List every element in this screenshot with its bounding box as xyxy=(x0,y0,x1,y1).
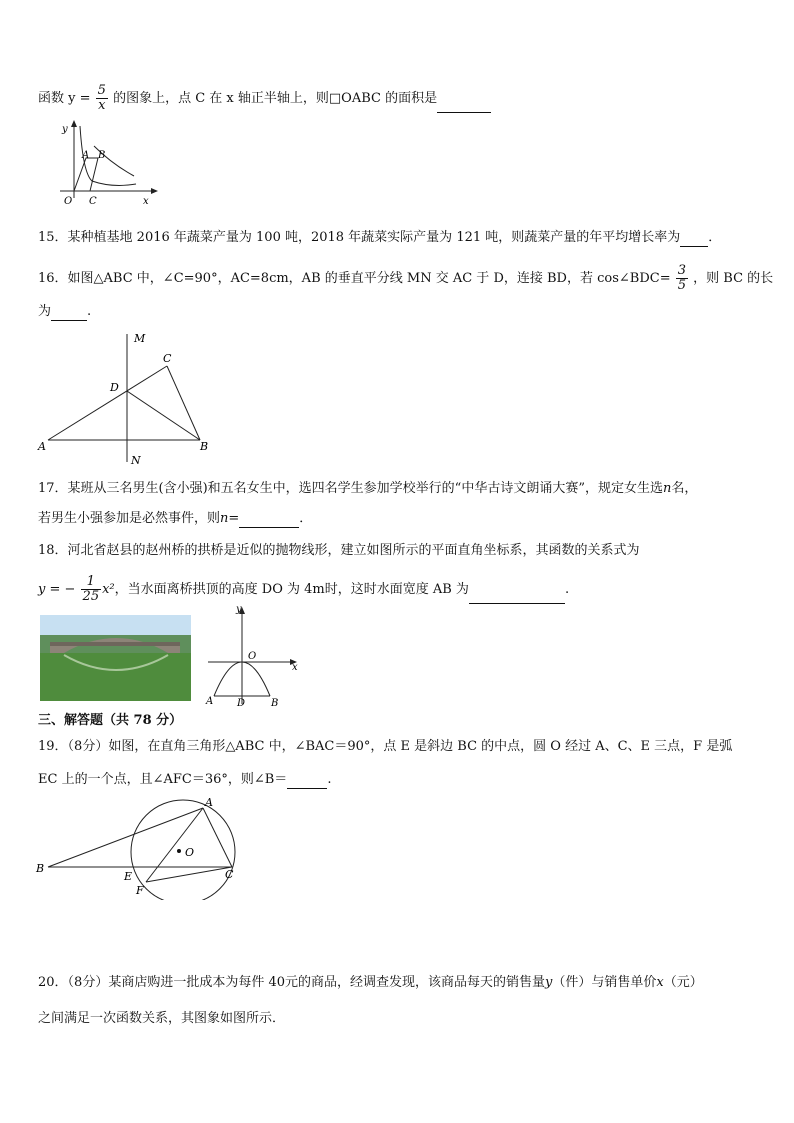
q14-text: 函数 y = $\frac{5}{x}$ 的图象上，点 C 在 x 轴正半轴上，则□OABC 的面积是 xyxy=(38,84,491,113)
q18-fraction: $\frac{1}{25}$ xyxy=(82,574,100,604)
answer-blank xyxy=(287,774,327,789)
center-o-point xyxy=(177,849,181,853)
q19-text-line2: EC 上的一个点，且∠AFC＝36°，则∠B＝ . xyxy=(38,772,332,787)
q15-text: 15．某种植基地 2016 年蔬菜产量为 100 吨，2018 年蔬菜实际产量为 121 吨，则蔬菜产量的年平均增长率为 ． xyxy=(38,230,722,245)
svg-text:C: C xyxy=(225,868,234,881)
q18-text-line1: 18．河北省赵县的赵州桥的拱桥是近似的抛物线形，建立如图所示的平面直角坐标系，其函数的关系式为 xyxy=(38,543,640,558)
svg-text:B: B xyxy=(98,150,106,161)
answer-blank xyxy=(437,98,491,113)
answer-blank xyxy=(469,589,565,604)
svg-text:B: B xyxy=(200,440,209,453)
svg-text:A: A xyxy=(38,440,46,453)
q18-text-line2: y = − $\frac{1}{25}$ x²，当水面离桥拱顶的高度 DO 为 4m时，这时水面宽度 AB 为 . xyxy=(38,574,570,604)
svg-text:M: M xyxy=(134,332,146,345)
q19-text-line1: 19．（8分）如图，在直角三角形△ABC 中，∠BAC＝90°，点 E 是斜边 BC 的中点，圆 O 经过 A、C、E 三点，F 是弧 xyxy=(38,739,733,754)
q17-text-line1: 17．某班从三名男生(含小强)和五名女生中，选四名学生参加学校举行的“中华古诗文朗诵大赛”，规定女生选n名， xyxy=(38,481,698,496)
parallelogram-oabc xyxy=(74,158,98,191)
q20-text-line1: 20．（8分）某商店购进一批成本为每件 40元的商品，经调查发现，该商品每天的销售量y（件）与销售单价x（元） xyxy=(38,975,703,990)
bridge-deck xyxy=(50,642,180,646)
x-axis-arrow xyxy=(151,188,158,194)
q16-figure xyxy=(36,330,216,470)
svg-text:D: D xyxy=(110,381,119,394)
segment-ac xyxy=(48,366,167,440)
svg-text:x: x xyxy=(143,196,149,207)
water xyxy=(40,653,191,701)
svg-text:O: O xyxy=(185,846,195,859)
svg-text:D: D xyxy=(237,698,246,708)
svg-text:A: A xyxy=(205,796,213,809)
q19-figure xyxy=(32,790,244,900)
answer-blank xyxy=(680,232,708,247)
svg-text:B: B xyxy=(271,698,279,708)
y-axis-arrow xyxy=(71,120,77,127)
svg-text:N: N xyxy=(131,454,141,467)
q16-fraction: $\frac{3}{5}$ xyxy=(677,263,687,293)
svg-text:C: C xyxy=(89,196,97,207)
q20-text-line2: 之间满足一次函数关系，其图象如图所示． xyxy=(38,1011,286,1026)
svg-text:A: A xyxy=(206,696,214,707)
q14-fraction: $\frac{5}{x}$ xyxy=(97,83,106,113)
svg-text:B: B xyxy=(36,862,45,875)
answer-blank xyxy=(239,513,299,528)
svg-text:A: A xyxy=(82,150,90,161)
q17-text-line2: 若男生小强参加是必然事件，则n= ． xyxy=(38,511,313,526)
answer-blank xyxy=(51,306,87,321)
svg-text:y: y xyxy=(236,604,242,615)
q16-text-line2: 为 . xyxy=(38,304,92,319)
section-title: 三、解答题（共 78 分） xyxy=(38,713,183,728)
svg-text:F: F xyxy=(136,884,144,897)
bridge-photo xyxy=(40,615,191,701)
q18-figure xyxy=(202,604,302,708)
q16-text-line1: 16．如图△ABC 中，∠C=90°，AC=8cm，AB 的垂直平分线 MN 交 AC 于 D，连接 BD，若 cos∠BDC= $\frac{3}{5}$ ，则 BC 的长 xyxy=(38,263,774,293)
svg-text:O: O xyxy=(64,196,73,207)
svg-text:E: E xyxy=(124,870,133,883)
svg-text:y: y xyxy=(62,124,68,135)
bridge-photo-drawing xyxy=(40,615,191,701)
svg-text:O: O xyxy=(248,651,257,662)
svg-text:x: x xyxy=(292,662,298,673)
circle-o xyxy=(131,800,235,900)
segment-fc xyxy=(146,867,232,882)
q14-figure xyxy=(52,118,164,210)
segment-ac xyxy=(203,808,232,867)
svg-text:C: C xyxy=(163,352,172,365)
